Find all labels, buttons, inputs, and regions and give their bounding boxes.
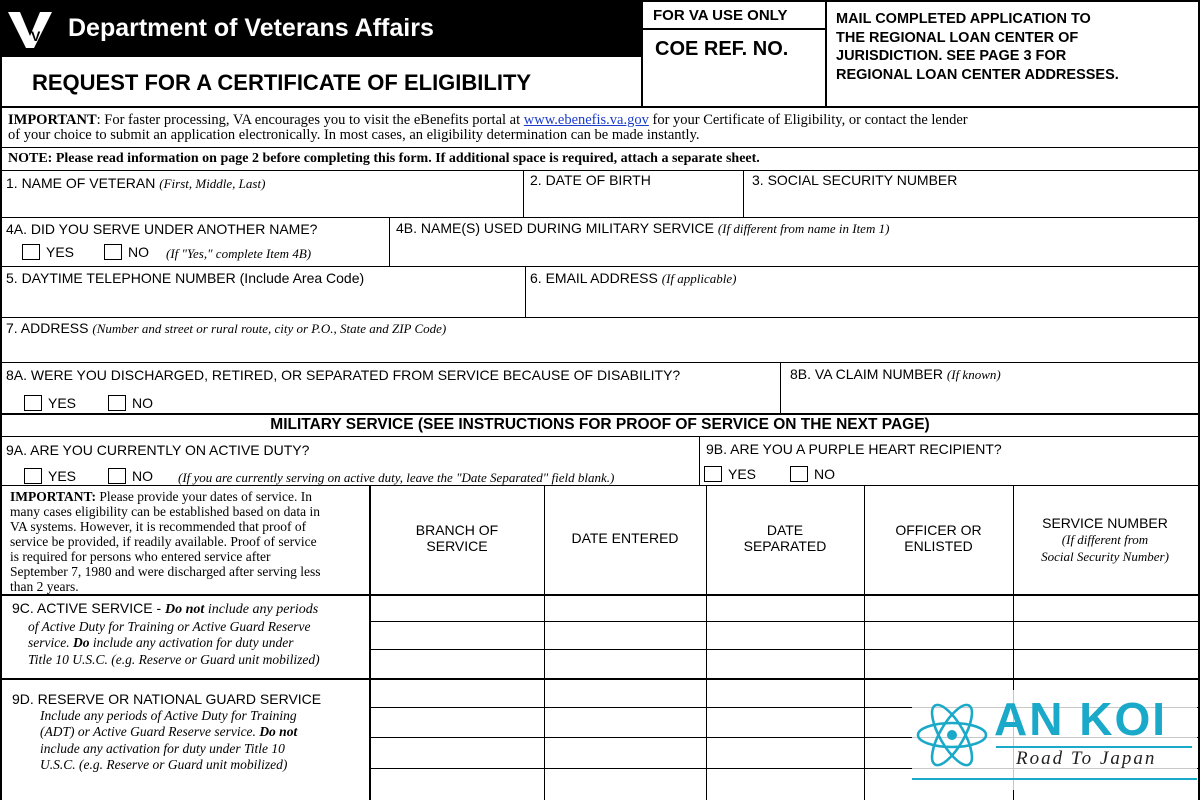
disability-yes-label: YES bbox=[48, 395, 77, 411]
other-name-no-label: NO bbox=[128, 244, 149, 260]
telephone-field[interactable]: 5. DAYTIME TELEPHONE NUMBER (Include Area Code) bbox=[6, 270, 365, 286]
atom-icon bbox=[912, 690, 992, 780]
disability-no-label: NO bbox=[132, 395, 153, 411]
purple-heart-no-checkbox[interactable] bbox=[790, 466, 808, 482]
active-duty-hint: (If you are currently serving on active duty, leave the "Date Separated" field blank.) bbox=[178, 470, 615, 485]
purple-heart-yes-checkbox[interactable] bbox=[704, 466, 722, 482]
reserve-service-label: 9D. RESERVE OR NATIONAL GUARD SERVICE Include any periods of Active Duty for Training (ADT) or Active Guard Reserve service. Do not include any activation for duty under Title 10 U.S.C. (e.g. Reserve or Guard unit mobilized) bbox=[12, 691, 322, 772]
form-title: REQUEST FOR A CERTIFICATE OF ELIGIBILITY bbox=[32, 70, 532, 95]
other-name-question: 4A. DID YOU SERVE UNDER ANOTHER NAME? bbox=[6, 221, 318, 237]
active-duty-yes-label: YES bbox=[48, 468, 77, 484]
note-text: NOTE: Please read information on page 2 before completing this form. If additional space is required, attach a separate sheet. bbox=[8, 151, 760, 166]
date-of-birth-field[interactable]: 2. DATE OF BIRTH bbox=[530, 172, 651, 188]
agency-name: Department of Veterans Affairs bbox=[68, 14, 434, 42]
veteran-name-field[interactable]: 1. NAME OF VETERAN (First, Middle, Last) bbox=[6, 175, 266, 191]
service-names-field[interactable]: 4B. NAME(S) USED DURING MILITARY SERVICE (If different from name in Item 1) bbox=[396, 220, 890, 236]
other-name-hint: (If "Yes," complete Item 4B) bbox=[166, 246, 312, 261]
military-service-header: MILITARY SERVICE (SEE INSTRUCTIONS FOR PROOF OF SERVICE ON THE NEXT PAGE) bbox=[270, 416, 930, 433]
col-date-separated: DATE SEPARATED bbox=[743, 522, 827, 554]
active-duty-no-label: NO bbox=[132, 468, 153, 484]
email-field[interactable]: 6. EMAIL ADDRESS (If applicable) bbox=[530, 270, 737, 286]
active-service-row-1[interactable] bbox=[371, 596, 1198, 620]
disability-yes-checkbox[interactable] bbox=[24, 395, 42, 411]
watermark-brand: AN KOI bbox=[994, 693, 1167, 745]
watermark-tagline: Road To Japan bbox=[1016, 748, 1157, 769]
ssn-field[interactable]: 3. SOCIAL SECURITY NUMBER bbox=[752, 172, 958, 188]
mail-instructions: MAIL COMPLETED APPLICATION TO THE REGIONAL LOAN CENTER OF JURISDICTION. SEE PAGE 3 FOR REGIONAL LOAN CENTER ADDRESSES. bbox=[836, 11, 1119, 83]
other-name-no-checkbox[interactable] bbox=[104, 244, 122, 260]
active-duty-no-checkbox[interactable] bbox=[108, 468, 126, 484]
col-officer-or-enlisted: OFFICER OR ENLISTED bbox=[895, 522, 982, 554]
agency-banner bbox=[0, 0, 641, 57]
coe-ref-no: COE REF. NO. bbox=[655, 38, 789, 60]
important-notice: IMPORTANT: For faster processing, VA encourages you to visit the eBenefits portal at www.ebenefis.va.gov for your Certificate of Eligibility, or contact the lender of your choice to submit an application electronically. In most cases, an eligibility determination can be made instantly. bbox=[8, 112, 968, 143]
watermark-underline-2 bbox=[912, 778, 1197, 780]
service-important-note: IMPORTANT: Please provide your dates of service. In many cases eligibility can be established based on data in VA systems. However, it is recommended that proof of service be provided, if readily available. Proof of service is required for persons who entered service after September 7, 1980 and were discharged after serving less than 2 years. bbox=[10, 489, 321, 594]
purple-heart-question: 9B. ARE YOU A PURPLE HEART RECIPIENT? bbox=[706, 441, 1002, 457]
active-duty-yes-checkbox[interactable] bbox=[24, 468, 42, 484]
disability-no-checkbox[interactable] bbox=[108, 395, 126, 411]
col-branch-of-service: BRANCH OF SERVICE bbox=[415, 522, 499, 554]
va-use-only: FOR VA USE ONLY bbox=[653, 7, 788, 24]
col-date-entered: DATE ENTERED bbox=[571, 530, 679, 546]
col-service-number: SERVICE NUMBER (If different from Social Security Number) bbox=[1041, 515, 1169, 564]
other-name-yes-checkbox[interactable] bbox=[22, 244, 40, 260]
va-claim-number-field[interactable]: 8B. VA CLAIM NUMBER (If known) bbox=[790, 366, 1001, 382]
purple-heart-yes-label: YES bbox=[728, 466, 757, 482]
active-service-label: 9C. ACTIVE SERVICE - Do not include any periods of Active Duty for Training or Active Guard Reserve service. Do include any activation for duty under Title 10 U.S.C. (e.g. Reserve or Guard unit mobilized) bbox=[12, 600, 320, 667]
purple-heart-no-label: NO bbox=[814, 466, 835, 482]
active-duty-question: 9A. ARE YOU CURRENTLY ON ACTIVE DUTY? bbox=[6, 442, 310, 458]
disability-question: 8A. WERE YOU DISCHARGED, RETIRED, OR SEPARATED FROM SERVICE BECAUSE OF DISABILITY? bbox=[6, 367, 681, 383]
ankoi-watermark bbox=[912, 690, 1197, 790]
other-name-yes-label: YES bbox=[46, 244, 75, 260]
active-service-row-2[interactable] bbox=[371, 623, 1198, 648]
address-field[interactable]: 7. ADDRESS (Number and street or rural route, city or P.O., State and ZIP Code) bbox=[6, 320, 447, 336]
ebenefits-link[interactable]: www.ebenefis.va.gov bbox=[523, 112, 649, 128]
va-logo-icon bbox=[6, 8, 54, 50]
active-service-row-3[interactable] bbox=[371, 651, 1198, 677]
svg-text:VA: VA bbox=[31, 28, 50, 44]
